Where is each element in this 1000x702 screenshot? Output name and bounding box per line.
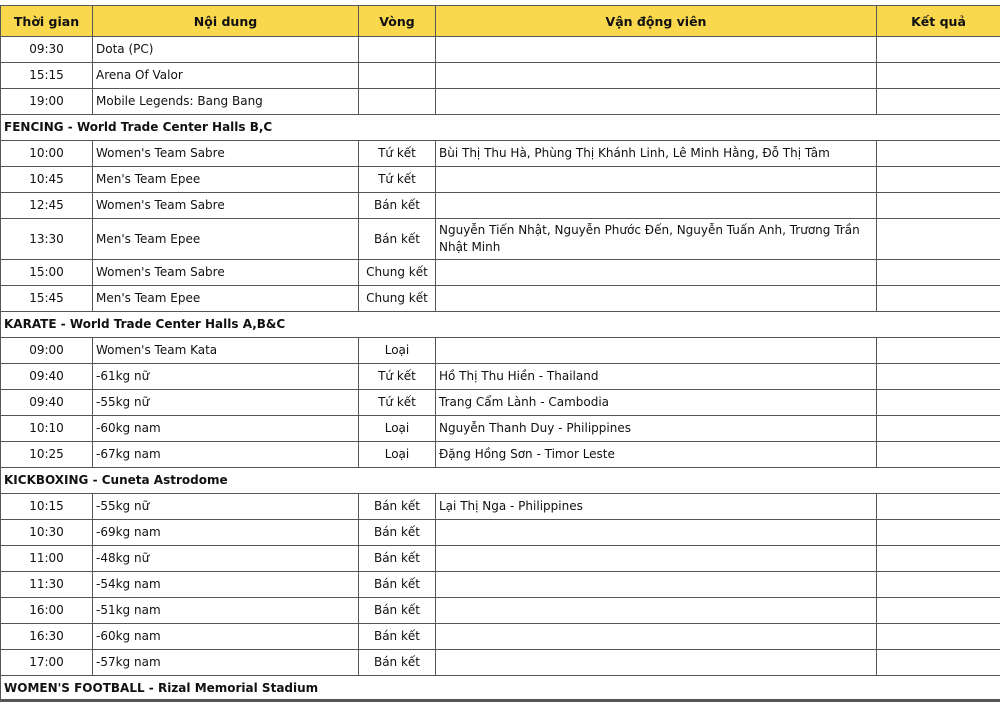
table-row (1, 416, 1000, 442)
round-cell: Loại (359, 338, 436, 364)
bottom-divider (0, 699, 1000, 701)
time-cell: 13:30 (1, 219, 93, 260)
athletes-cell (436, 37, 877, 63)
header-time: Thời gian (1, 6, 93, 37)
table-row (1, 260, 1000, 286)
event-cell: -51kg nam (93, 598, 359, 624)
table-row (1, 598, 1000, 624)
event-cell: -55kg nữ (93, 494, 359, 520)
table-row (1, 390, 1000, 416)
round-cell: Chung kết (359, 260, 436, 286)
athletes-cell: Nguyễn Thanh Duy - Philippines (436, 416, 877, 442)
section-header-row (1, 468, 1000, 494)
round-cell: Bán kết (359, 546, 436, 572)
round-cell (359, 37, 436, 63)
time-cell: 15:00 (1, 260, 93, 286)
result-cell (877, 650, 1000, 676)
table-row (1, 520, 1000, 546)
header-round: Vòng (359, 6, 436, 37)
round-cell: Loại (359, 442, 436, 468)
event-cell: -61kg nữ (93, 364, 359, 390)
time-cell: 15:15 (1, 63, 93, 89)
athletes-cell (436, 89, 877, 115)
event-cell: Men's Team Epee (93, 286, 359, 312)
time-cell: 10:30 (1, 520, 93, 546)
time-cell: 09:00 (1, 338, 93, 364)
section-title: WOMEN'S FOOTBALL - Rizal Memorial Stadium (1, 676, 1000, 702)
time-cell: 12:45 (1, 193, 93, 219)
event-cell: -60kg nam (93, 624, 359, 650)
round-cell: Tứ kết (359, 167, 436, 193)
time-cell: 10:15 (1, 494, 93, 520)
event-cell: Men's Team Epee (93, 219, 359, 260)
result-cell (877, 390, 1000, 416)
table-row (1, 167, 1000, 193)
time-cell: 19:00 (1, 89, 93, 115)
event-cell: -69kg nam (93, 520, 359, 546)
athletes-cell (436, 650, 877, 676)
header-row (1, 6, 1000, 37)
round-cell (359, 63, 436, 89)
time-cell: 10:00 (1, 141, 93, 167)
result-cell (877, 442, 1000, 468)
result-cell (877, 364, 1000, 390)
round-cell: Bán kết (359, 219, 436, 260)
event-cell: Women's Team Sabre (93, 193, 359, 219)
result-cell (877, 260, 1000, 286)
table-row (1, 494, 1000, 520)
event-cell: Arena Of Valor (93, 63, 359, 89)
table-row (1, 442, 1000, 468)
schedule-table (0, 5, 1000, 702)
table-row (1, 364, 1000, 390)
round-cell: Bán kết (359, 494, 436, 520)
athletes-cell (436, 63, 877, 89)
event-cell: -48kg nữ (93, 546, 359, 572)
result-cell (877, 219, 1000, 260)
section-title: FENCING - World Trade Center Halls B,C (1, 115, 1000, 141)
event-cell: -60kg nam (93, 416, 359, 442)
athletes-cell: Lại Thị Nga - Philippines (436, 494, 877, 520)
result-cell (877, 141, 1000, 167)
athletes-cell: Bùi Thị Thu Hà, Phùng Thị Khánh Linh, Lê Minh Hằng, Đỗ Thị Tâm (436, 141, 877, 167)
result-cell (877, 63, 1000, 89)
athletes-cell (436, 624, 877, 650)
time-cell: 16:00 (1, 598, 93, 624)
result-cell (877, 546, 1000, 572)
time-cell: 16:30 (1, 624, 93, 650)
event-cell: Dota (PC) (93, 37, 359, 63)
time-cell: 11:30 (1, 572, 93, 598)
athletes-cell: Hồ Thị Thu Hiền - Thailand (436, 364, 877, 390)
event-cell: Women's Team Kata (93, 338, 359, 364)
athletes-cell (436, 338, 877, 364)
result-cell (877, 286, 1000, 312)
athletes-cell (436, 546, 877, 572)
event-cell: -54kg nam (93, 572, 359, 598)
round-cell: Bán kết (359, 650, 436, 676)
header-result: Kết quả (877, 6, 1000, 37)
round-cell: Bán kết (359, 520, 436, 546)
result-cell (877, 494, 1000, 520)
round-cell: Bán kết (359, 572, 436, 598)
athletes-cell (436, 286, 877, 312)
round-cell: Bán kết (359, 193, 436, 219)
athletes-cell (436, 520, 877, 546)
result-cell (877, 520, 1000, 546)
table-row (1, 650, 1000, 676)
result-cell (877, 624, 1000, 650)
round-cell: Tứ kết (359, 141, 436, 167)
round-cell: Loại (359, 416, 436, 442)
result-cell (877, 167, 1000, 193)
event-cell: Women's Team Sabre (93, 260, 359, 286)
header-event: Nội dung (93, 6, 359, 37)
event-cell: -55kg nữ (93, 390, 359, 416)
time-cell: 17:00 (1, 650, 93, 676)
section-header-row (1, 115, 1000, 141)
round-cell: Chung kết (359, 286, 436, 312)
athletes-cell: Trang Cẩm Lành - Cambodia (436, 390, 877, 416)
result-cell (877, 598, 1000, 624)
table-row (1, 193, 1000, 219)
event-cell: Men's Team Epee (93, 167, 359, 193)
table-row (1, 546, 1000, 572)
table-row (1, 572, 1000, 598)
time-cell: 09:40 (1, 390, 93, 416)
round-cell (359, 89, 436, 115)
time-cell: 15:45 (1, 286, 93, 312)
section-header-row (1, 312, 1000, 338)
table-row (1, 219, 1000, 260)
time-cell: 10:25 (1, 442, 93, 468)
table-row (1, 37, 1000, 63)
table-row (1, 89, 1000, 115)
time-cell: 10:45 (1, 167, 93, 193)
athletes-cell: Nguyễn Tiến Nhật, Nguyễn Phước Đến, Nguyễn Tuấn Anh, Trương Trần Nhật Minh (436, 219, 877, 260)
result-cell (877, 37, 1000, 63)
athletes-cell (436, 260, 877, 286)
athletes-cell: Đặng Hồng Sơn - Timor Leste (436, 442, 877, 468)
section-title: KICKBOXING - Cuneta Astrodome (1, 468, 1000, 494)
section-title: KARATE - World Trade Center Halls A,B&C (1, 312, 1000, 338)
time-cell: 11:00 (1, 546, 93, 572)
athletes-cell (436, 193, 877, 219)
event-cell: Women's Team Sabre (93, 141, 359, 167)
time-cell: 09:30 (1, 37, 93, 63)
round-cell: Tứ kết (359, 364, 436, 390)
table-row (1, 624, 1000, 650)
event-cell: Mobile Legends: Bang Bang (93, 89, 359, 115)
round-cell: Tứ kết (359, 390, 436, 416)
table-row (1, 63, 1000, 89)
event-cell: -57kg nam (93, 650, 359, 676)
athletes-cell (436, 598, 877, 624)
round-cell: Bán kết (359, 598, 436, 624)
table-row (1, 338, 1000, 364)
result-cell (877, 572, 1000, 598)
table-row (1, 286, 1000, 312)
result-cell (877, 338, 1000, 364)
result-cell (877, 416, 1000, 442)
result-cell (877, 89, 1000, 115)
event-cell: -67kg nam (93, 442, 359, 468)
athletes-cell (436, 572, 877, 598)
schedule-body (1, 37, 1000, 702)
table-row (1, 141, 1000, 167)
round-cell: Bán kết (359, 624, 436, 650)
time-cell: 09:40 (1, 364, 93, 390)
result-cell (877, 193, 1000, 219)
time-cell: 10:10 (1, 416, 93, 442)
section-header-row (1, 676, 1000, 702)
athletes-cell (436, 167, 877, 193)
header-athletes: Vận động viên (436, 6, 877, 37)
